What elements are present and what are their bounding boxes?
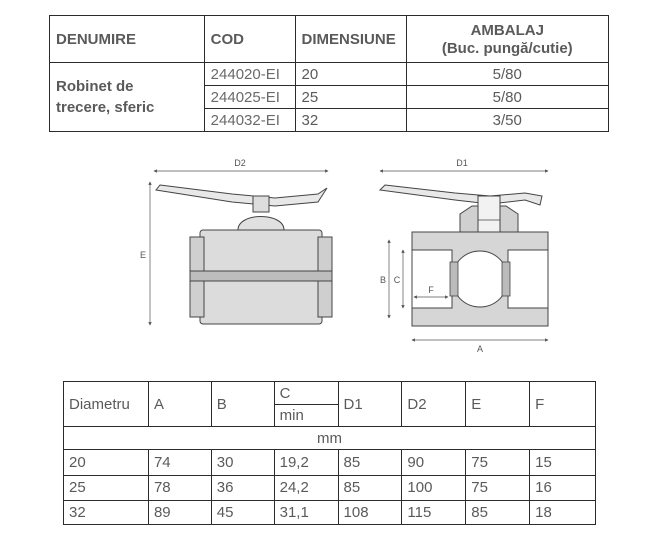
table-row [50, 63, 609, 86]
cell-diameter: 25 [64, 475, 149, 500]
header-d2: D2 [402, 382, 466, 427]
product-name [50, 63, 205, 132]
section-handle-lever [380, 185, 542, 205]
dimension-table-header [64, 382, 596, 405]
header-code: COD [204, 16, 295, 63]
header-c-min: min [274, 405, 338, 427]
header-b: B [211, 382, 274, 427]
valve-band [190, 271, 332, 281]
cell-a: 78 [148, 475, 211, 500]
cell-diameter: 32 [64, 500, 149, 524]
valve-section-view [380, 158, 548, 354]
label-f: F [428, 285, 434, 295]
code-cell: 244025-EI [204, 86, 295, 109]
cell-c: 24,2 [274, 475, 338, 500]
product-name-line2: trecere, sferic [56, 99, 155, 116]
cell-d1: 108 [338, 500, 402, 524]
header-a: A [148, 382, 211, 427]
ball-valve-drawings [130, 150, 570, 360]
table-row [64, 500, 596, 524]
cell-b: 30 [211, 450, 274, 475]
header-e: E [466, 382, 530, 427]
packaging-cell: 5/80 [406, 86, 608, 109]
header-d1: D1 [338, 382, 402, 427]
cell-b: 45 [211, 500, 274, 524]
label-d1: D1 [456, 158, 468, 168]
header-f: F [530, 382, 596, 427]
code-cell: 244020-EI [204, 63, 295, 86]
product-name-line1: Robinet de [56, 78, 134, 95]
section-ball [452, 251, 508, 307]
valve-bonnet [238, 217, 284, 231]
header-packaging [406, 16, 608, 63]
valve-exterior-view [140, 158, 332, 325]
cell-f: 15 [530, 450, 596, 475]
cell-a: 74 [148, 450, 211, 475]
cell-f: 16 [530, 475, 596, 500]
valve-stem [253, 196, 269, 212]
table-row [64, 475, 596, 500]
cell-f: 18 [530, 500, 596, 524]
cell-d2: 90 [402, 450, 466, 475]
cell-d1: 85 [338, 475, 402, 500]
cell-c: 19,2 [274, 450, 338, 475]
packaging-cell: 5/80 [406, 63, 608, 86]
code-cell: 244032-EI [204, 109, 295, 132]
label-a: A [476, 344, 484, 354]
cell-e: 75 [466, 450, 530, 475]
header-diameter: Diametru [64, 382, 149, 427]
dimension-cell: 25 [295, 86, 406, 109]
unit-row: mm [64, 427, 596, 450]
header-name: DENUMIRE [50, 16, 205, 63]
cell-e: 75 [466, 475, 530, 500]
header-packaging-line2: (Buc. pungă/cutie) [441, 40, 573, 57]
header-dimension: DIMENSIUNE [295, 16, 406, 63]
cell-d1: 85 [338, 450, 402, 475]
dimension-table [63, 381, 596, 525]
dimension-cell: 32 [295, 109, 406, 132]
cell-b: 36 [211, 475, 274, 500]
header-c: C [274, 382, 338, 405]
label-c: C [393, 275, 401, 285]
cell-c: 31,1 [274, 500, 338, 524]
section-bore-right [508, 250, 548, 308]
section-bore-left [412, 250, 452, 308]
header-packaging-line1: AMBALAJ [470, 22, 544, 39]
cell-e: 85 [466, 500, 530, 524]
label-b: B [379, 275, 387, 285]
label-d2: D2 [234, 158, 246, 168]
product-table-header [50, 16, 609, 63]
packaging-cell: 3/50 [406, 109, 608, 132]
handle-lever [156, 185, 327, 206]
dimension-cell: 20 [295, 63, 406, 86]
product-table [49, 15, 609, 132]
cell-a: 89 [148, 500, 211, 524]
cell-d2: 115 [402, 500, 466, 524]
table-row [64, 450, 596, 475]
cell-d2: 100 [402, 475, 466, 500]
label-e: E [139, 250, 147, 260]
cell-diameter: 20 [64, 450, 149, 475]
